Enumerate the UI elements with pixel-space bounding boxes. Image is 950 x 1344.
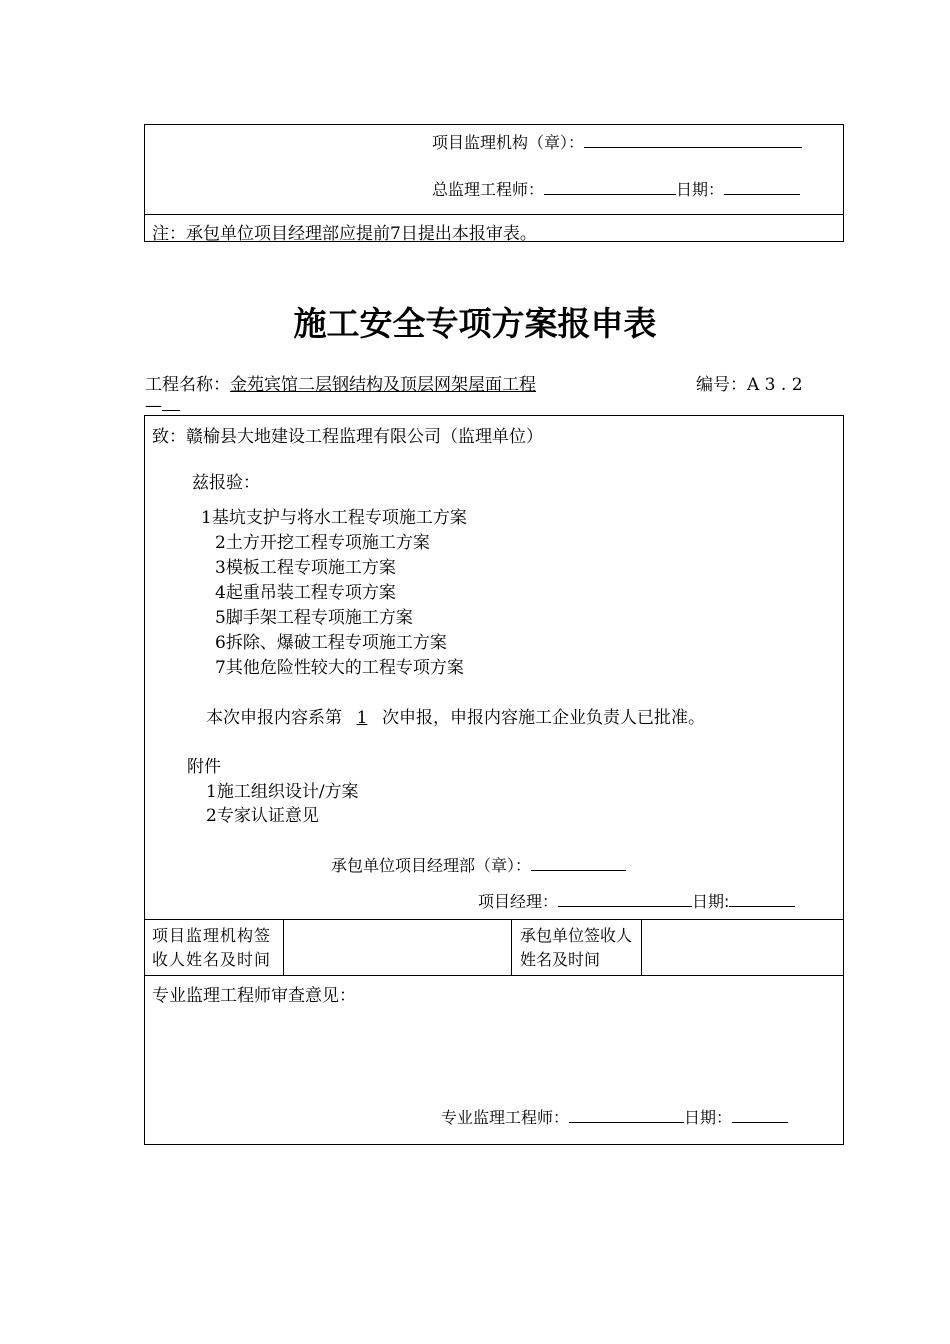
chief-date-blank[interactable]: [724, 193, 800, 195]
supervision-org-blank[interactable]: [584, 146, 802, 148]
receipt-con-label-line2: 姓名及时间: [520, 950, 601, 969]
project-manager-date-blank[interactable]: [729, 905, 795, 907]
plan-item-3: 3模板工程专项施工方案: [215, 558, 396, 578]
review-date-label: 日期：: [684, 1108, 733, 1127]
project-manager-row: [478, 889, 795, 912]
chief-date-label: 日期：: [676, 180, 725, 199]
plan-item-1: 1基坑支护与将水工程专项施工方案: [201, 508, 467, 528]
submission-note: 注：承包单位项目经理部应提前7日提出本报审表。: [152, 224, 537, 244]
form-number-dash: —: [145, 396, 162, 416]
review-engineer-label: 专业监理工程师：: [441, 1108, 570, 1127]
supervision-org-row: [432, 130, 802, 153]
declaration-post: 次申报，申报内容施工企业负责人已批准。: [382, 708, 705, 728]
declaration-count-value: 1: [356, 708, 368, 728]
form-number-blank: [162, 409, 180, 411]
review-label: 专业监理工程师审查意见：: [152, 986, 356, 1006]
plan-item-5: 5脚手架工程专项施工方案: [215, 608, 413, 628]
form-number-trailing: [145, 396, 180, 416]
review-engineer-blank[interactable]: [569, 1121, 684, 1123]
supervision-org-label: 项目监理机构（章）：: [432, 133, 585, 152]
chief-engineer-blank[interactable]: [544, 193, 676, 195]
plan-item-4: 4起重吊装工程专项方案: [215, 583, 396, 603]
plan-item-6: 6拆除、爆破工程专项施工方案: [215, 633, 447, 653]
project-name-row: [145, 370, 536, 395]
to-line: 致：赣榆县大地建设工程监理有限公司（监理单位）: [152, 427, 543, 447]
review-opinion-area[interactable]: [150, 1005, 838, 1095]
receipt-con-label-line1: 承包单位签收人: [520, 926, 633, 945]
receipt-col-2: [511, 919, 512, 975]
receipt-sup-label-line2: 收人姓名及时间: [152, 950, 272, 969]
form-number: 编号：A 3 . 2: [696, 375, 803, 395]
page-title: 施工安全专项方案报申表: [293, 304, 657, 343]
project-name-value: 金苑宾馆二层钢结构及顶层网架屋面工程: [230, 375, 536, 395]
receipt-con-value[interactable]: [642, 920, 842, 974]
receipt-sup-label: [152, 924, 271, 972]
previous-form-divider: [144, 214, 844, 215]
plan-item-7: 7其他危险性较大的工程专项方案: [215, 658, 464, 678]
project-name-label: 工程名称：: [145, 375, 230, 395]
receipt-con-label: [520, 924, 632, 972]
receipt-row-bottom: [144, 975, 844, 976]
declaration-count[interactable]: [342, 708, 382, 728]
attachment-1: 1施工组织设计/方案: [206, 782, 359, 802]
project-manager-date-label: 日期:: [692, 892, 730, 911]
attachments-label: 附件: [187, 757, 221, 777]
receipt-sup-value[interactable]: [284, 920, 510, 974]
contractor-dept-label: 承包单位项目经理部（章）：: [331, 856, 532, 875]
plan-item-2: 2土方开挖工程专项施工方案: [215, 533, 430, 553]
chief-engineer-label: 总监理工程师：: [432, 180, 545, 199]
project-manager-label: 项目经理：: [478, 892, 559, 911]
attachment-2: 2专家认证意见: [206, 806, 319, 826]
contractor-dept-row: [331, 853, 626, 876]
project-manager-blank[interactable]: [558, 905, 692, 907]
declaration-pre: 本次申报内容系第: [206, 708, 342, 728]
intro-text: 兹报验：: [192, 473, 260, 493]
chief-engineer-row: [432, 177, 800, 200]
declaration-line: [206, 703, 705, 728]
contractor-dept-blank[interactable]: [531, 869, 626, 871]
review-date-blank[interactable]: [732, 1121, 788, 1123]
review-engineer-row: [441, 1105, 788, 1128]
receipt-sup-label-line1: 项目监理机构签: [152, 926, 272, 945]
